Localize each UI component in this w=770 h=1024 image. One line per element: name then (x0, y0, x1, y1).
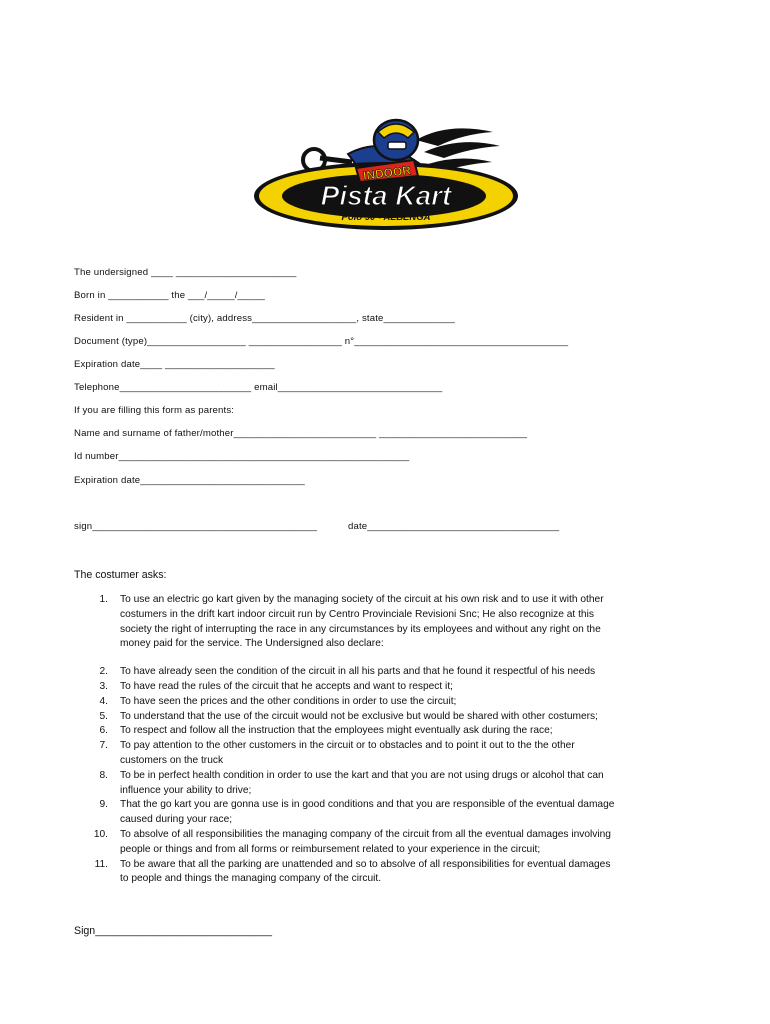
pista-kart-logo (248, 112, 524, 234)
resident-field[interactable]: Resident in ___________ (city), address___________________, state_____________ (74, 313, 455, 324)
list-item-number: 7. (99, 740, 108, 752)
declarations-list (88, 593, 708, 887)
logo-main-text: Pista Kart (320, 180, 452, 211)
list-item-number: 9. (99, 799, 108, 811)
undersigned-field[interactable]: The undersigned ____ ______________________ (74, 267, 297, 278)
date-field[interactable]: date___________________________________ (348, 521, 560, 532)
list-item (88, 798, 708, 828)
parents-note: If you are filling this form as parents: (74, 405, 235, 416)
list-item-number: 1. (99, 594, 108, 605)
id-number-field[interactable]: Id number_____________________________________________________ (74, 451, 410, 462)
list-item (88, 724, 708, 739)
list-item-text: That the go kart you are gonna use is in good conditions and that you are responsible of the eventual damage caused during your race; (120, 799, 615, 826)
list-item (88, 769, 708, 799)
list-item (88, 680, 708, 695)
costumer-asks-heading: The costumer asks: (74, 569, 167, 581)
list-item-number: 2. (99, 666, 108, 678)
list-item-number: 4. (99, 695, 108, 707)
list-item-number: 5. (99, 710, 108, 722)
list-item-number: 8. (99, 769, 108, 781)
list-item-text: To understand that the use of the circuit would not be exclusive but would be shared with other costumers; (120, 710, 598, 722)
list-item-text: To use an electric go kart given by the managing society of the circuit at his own risk and to use it with other costumers in the drift kart indoor circuit run by Centro Provinciale Revisioni Snc; He also recognize at this society the right of interrupting the race in any circumstances by its employees and without any right on the money paid for the service. The Undersigned also declare: (120, 594, 604, 650)
list-item (88, 858, 708, 888)
telephone-email-field[interactable]: Telephone________________________ email______________________________ (74, 382, 443, 393)
list-item-number: 3. (99, 680, 108, 692)
bottom-sign-field[interactable]: Sign______________________________ (74, 925, 272, 937)
list-item-number: 10. (93, 828, 108, 840)
list-item-text: To be aware that all the parking are unattended and so to absolve of all responsibilities for eventual damages to people and things the managing company of the circuit. (120, 858, 611, 885)
list-item-text: To respect and follow all the instruction that the employees might eventually ask during the race; (120, 725, 553, 737)
logo-graphic (248, 112, 524, 234)
logo-indoor-text: INDOOR (362, 163, 412, 183)
list-item-text: To have seen the prices and the other conditions in order to use the circuit; (120, 695, 457, 707)
list-item-number: 11. (94, 858, 108, 870)
list-item-text: To have already seen the condition of the circuit in all his parts and that he found it respectful of his needs (120, 666, 596, 678)
born-field[interactable]: Born in ___________ the ___/_____/_____ (74, 290, 265, 301)
list-item (88, 710, 708, 725)
logo-sub-text: Polo 90 • ALBENGA (341, 212, 431, 223)
list-item-number: 6. (99, 725, 108, 737)
list-item-text: To have read the rules of the circuit that he accepts and want to respect it; (120, 680, 453, 692)
parent-expiration-date-field[interactable]: Expiration date______________________________ (74, 475, 305, 486)
list-item-text: To be in perfect health condition in order to use the kart and that you are not using drugs or alcohol that can influence your ability to drive; (120, 769, 604, 796)
parent-name-field[interactable]: Name and surname of father/mother__________________________ ___________________________ (74, 428, 528, 439)
list-item-text: To absolve of all responsibilities the managing company of the circuit from all the eventual damages involving people or things and from all forms or reimbursement related to your experience in the circuit; (120, 828, 611, 855)
list-item (88, 828, 708, 858)
expiration-date-field[interactable]: Expiration date____ ____________________ (74, 359, 275, 370)
list-item-text: To pay attention to the other customers in the circuit or to obstacles and to point it out to the the other customers on the truck (120, 740, 575, 766)
document-field[interactable]: Document (type)__________________ _________________ n°_______________________________________ (74, 336, 569, 347)
list-item (88, 739, 708, 769)
list-item (88, 593, 708, 652)
list-item (88, 695, 708, 710)
list-item (88, 665, 708, 680)
sign-field[interactable]: sign_________________________________________ (74, 521, 318, 532)
